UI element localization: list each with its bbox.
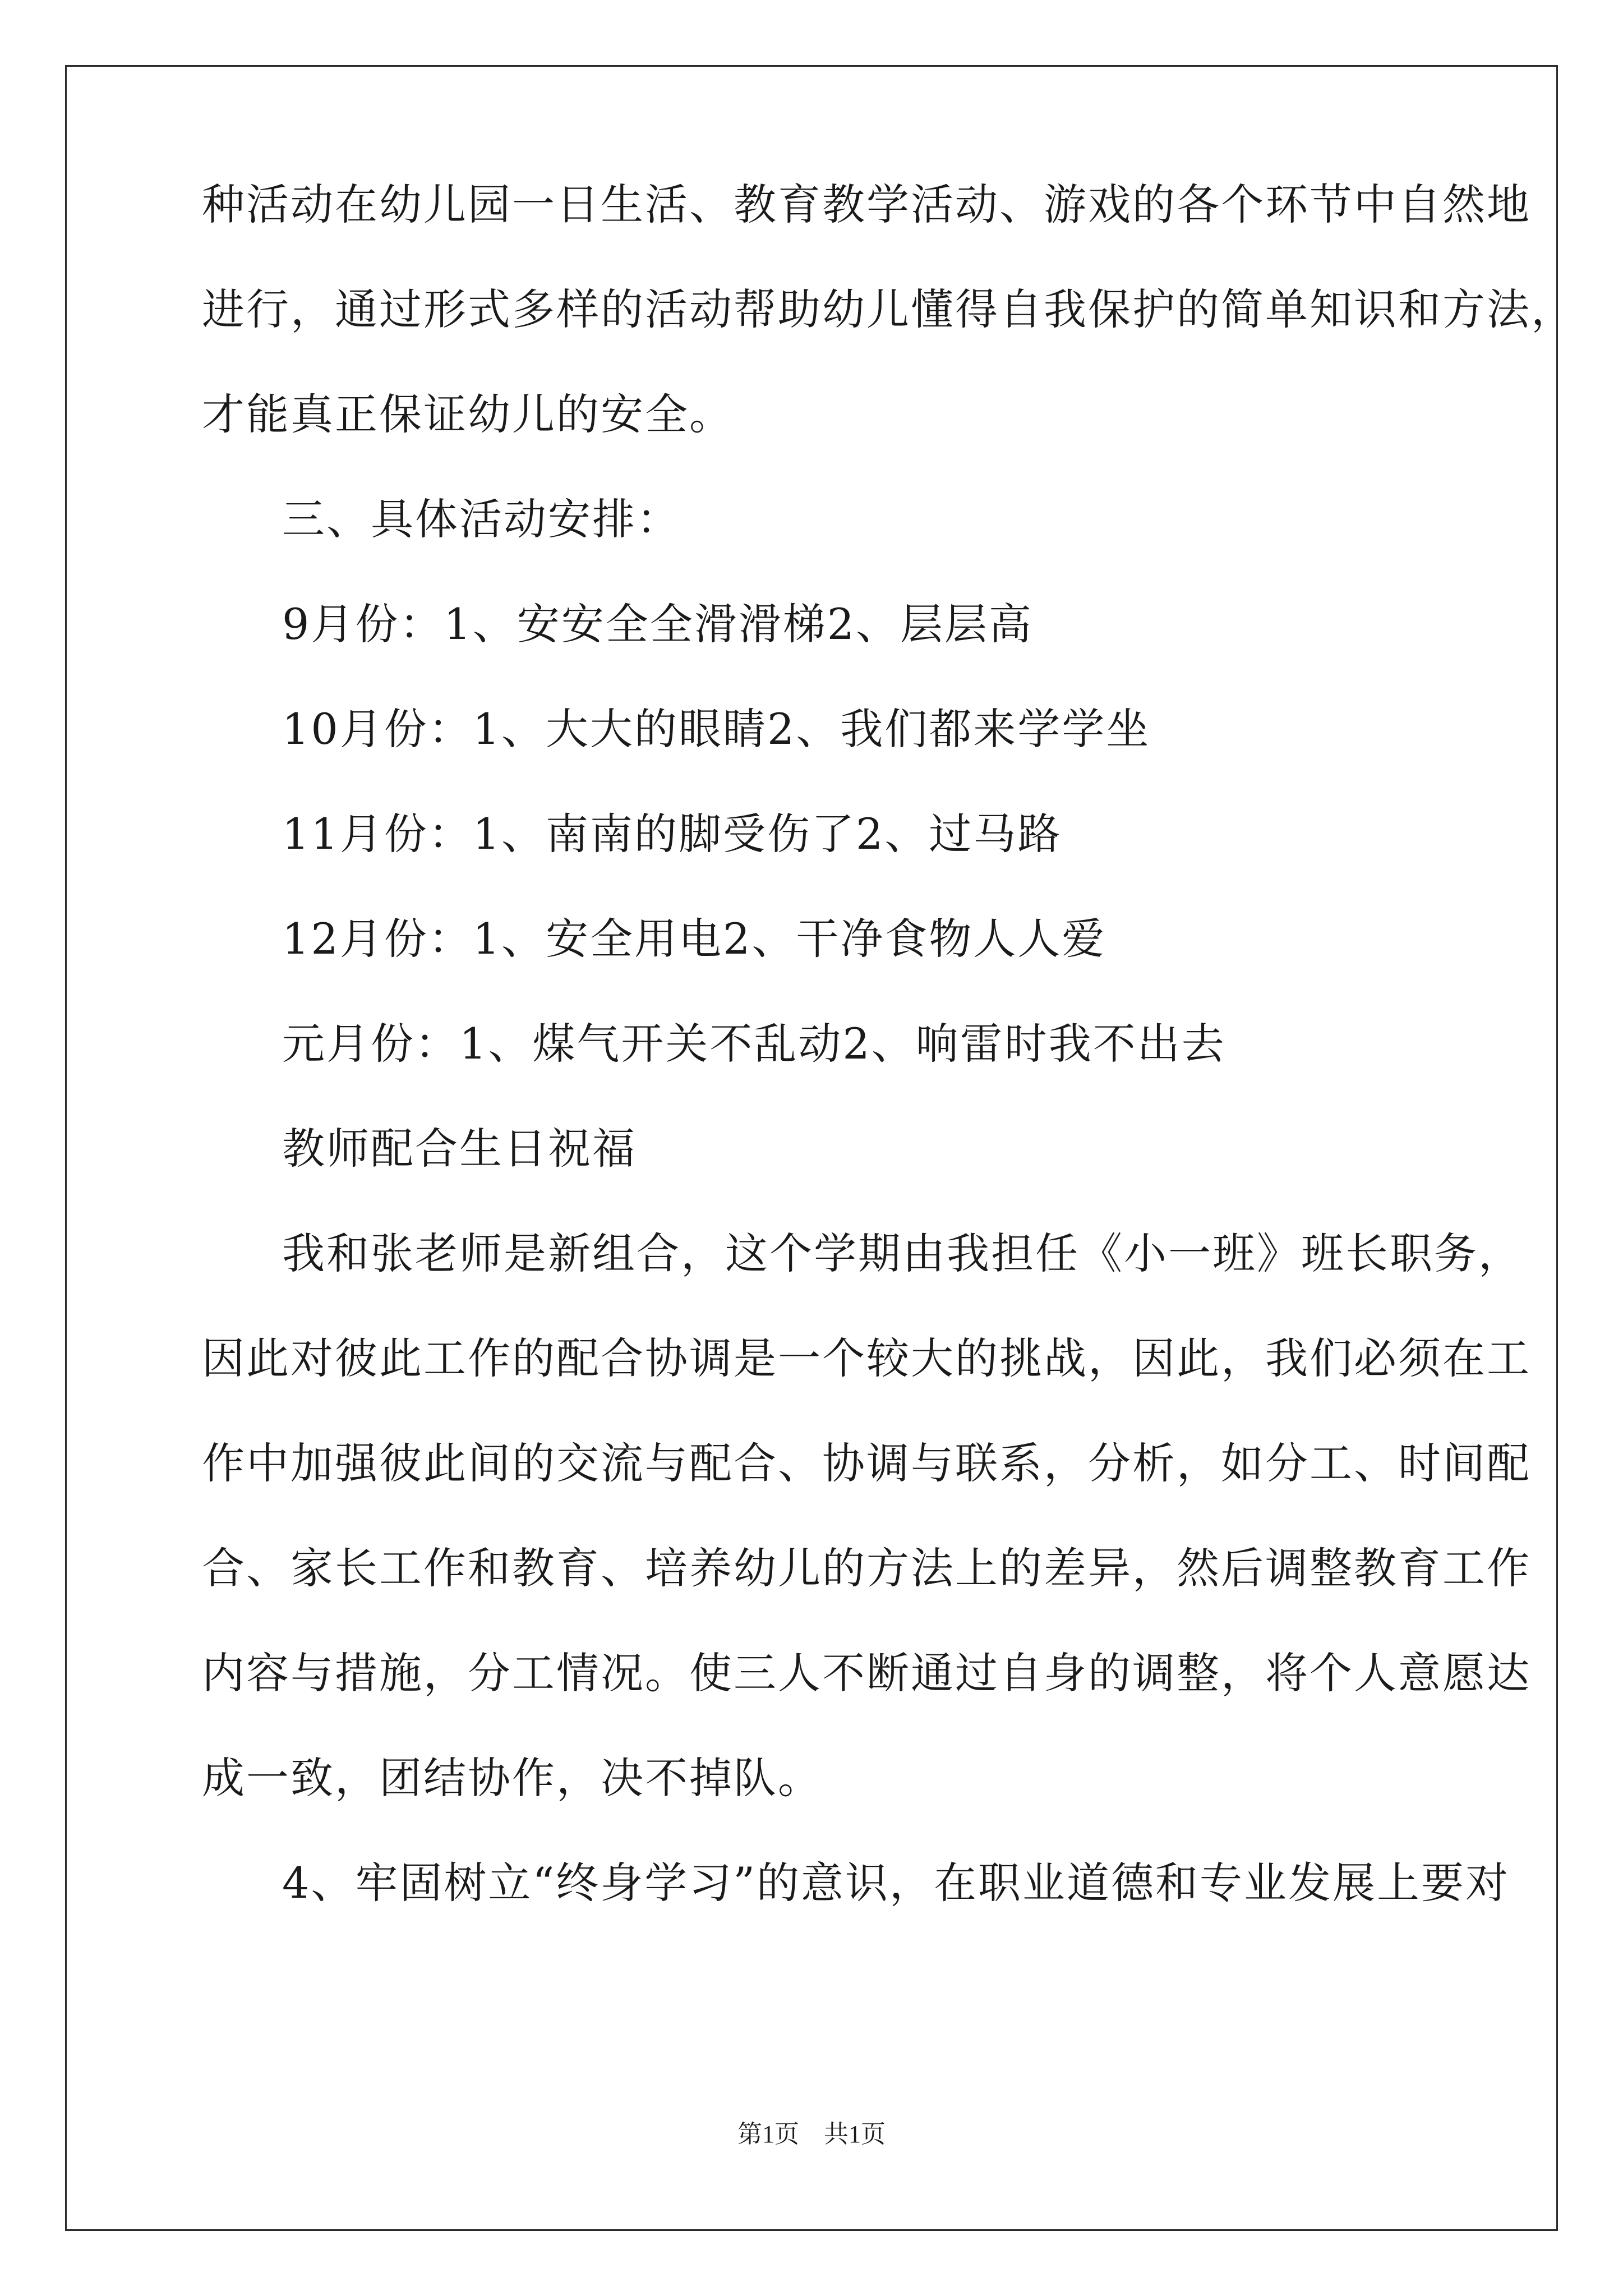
text-line: 作中加强彼此间的交流与配合、协调与联系，分析，如分工、时间配 (202, 1438, 1531, 1488)
schedule-item-january: 元月份：1、煤气开关不乱动2、响雷时我不出去 (282, 1019, 1226, 1069)
schedule-item-september: 9月份：1、安安全全滑滑梯2、层层高 (282, 599, 1034, 649)
text-line: 进行，通过形式多样的活动帮助幼儿懂得自我保护的简单知识和方法， (202, 284, 1575, 334)
text-line: 成一致，团结协作，决不掉队。 (202, 1753, 822, 1803)
section-heading: 三、具体活动安排： (282, 494, 681, 544)
schedule-item-december: 12月份：1、安全用电2、干净食物人人爱 (282, 914, 1106, 964)
schedule-item-november: 11月份：1、南南的脚受伤了2、过马路 (282, 809, 1062, 859)
text-line: 合、家长工作和教育、培养幼儿的方法上的差异，然后调整教育工作 (202, 1543, 1531, 1593)
text-line: 才能真正保证幼儿的安全。 (202, 389, 734, 439)
text-line: 种活动在幼儿园一日生活、教育教学活动、游戏的各个环节中自然地 (202, 180, 1531, 229)
text-line: 4、牢固树立“终身学习”的意识，在职业道德和专业发展上要对 (282, 1858, 1510, 1908)
section-heading: 教师配合生日祝福 (282, 1124, 637, 1174)
page-footer: 第1页 共1页 (737, 2120, 886, 2148)
text-line: 我和张老师是新组合，这个学期由我担任《小一班》班长职务， (282, 1228, 1523, 1278)
schedule-item-october: 10月份：1、大大的眼睛2、我们都来学学坐 (282, 704, 1151, 754)
text-line: 因此对彼此工作的配合协调是一个较大的挑战，因此，我们必须在工 (202, 1333, 1531, 1383)
text-line: 内容与措施，分工情况。使三人不断通过自身的调整，将个人意愿达 (202, 1648, 1531, 1698)
